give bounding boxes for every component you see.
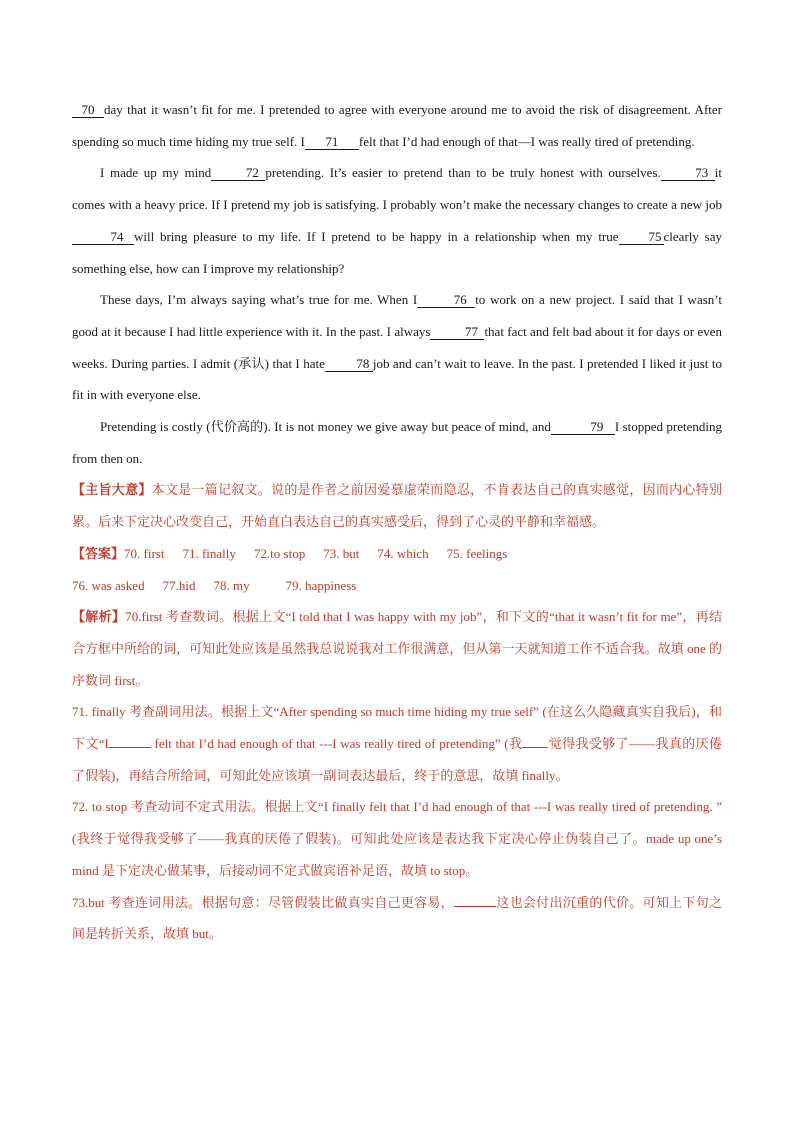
blank-73: 73 xyxy=(661,166,715,181)
answer-item: 73. but xyxy=(323,545,360,561)
summary-section xyxy=(72,474,722,537)
blank-74: 74 xyxy=(72,230,134,245)
analysis-71: 71. finally 考查副词用法。根据上文“After spending so much time hiding my true self” (在这么久隐藏真实自我后)，和下文“I felt that I’d had enough of that ---I was really tired of pretending” (我 觉得我受够了——我真的厌倦了假装)，再结合所给词，可知此处应该填一副词表达最后，终于的意思，故填 finally。 xyxy=(72,704,722,783)
answer-item: 71. finally xyxy=(182,545,236,561)
passage-paragraph-4: Pretending is costly (代价高的). It is not money we give away but peace of mind, and 79 I stopped pretending from then on. xyxy=(72,419,722,466)
blank-76: 76 xyxy=(417,293,475,308)
answers-row-2 xyxy=(72,570,722,602)
answer-item: 72.to stop xyxy=(253,545,306,561)
answer-item: 77.hid xyxy=(162,577,196,593)
analysis-tag: 【解析】 xyxy=(72,609,126,625)
answer-item: 74. which xyxy=(377,545,429,561)
answer-item: 78. my xyxy=(213,577,250,593)
blank-line xyxy=(522,735,548,748)
blank-77: 77 xyxy=(430,325,484,340)
passage xyxy=(72,94,722,474)
answer-item: 79. happiness xyxy=(285,577,357,593)
answer-item: 75. feelings xyxy=(446,545,508,561)
analysis-70: 【解析】70.first 考查数词。根据上文“I told that I was happy with my job”，和下文的“that it wasn’t fit for me”，再结合方框中所给的词，可知此处应该是虽然我总说说我对工作很满意，但从第一天就知道工作不适合我。故填 one 的序数词 first。 xyxy=(72,609,722,688)
blank-78: 78 xyxy=(325,357,373,372)
summary-tag: 【主旨大意】 xyxy=(72,482,152,498)
analysis-72: 72. to stop 考查动词不定式用法。根据上文“I finally felt that I’d had enough of that ---I was really tired of pretending. ” (我终于觉得我受够了——我真的厌倦了假装)。可知此处应该是表达我下定决心停止伪装自己了。made up one’s mind 是下定决心做某事，后接动词不定式做宾语补足语，故填 to stop。 xyxy=(72,799,722,878)
answer-item: 76. was asked xyxy=(72,577,145,593)
document-content xyxy=(72,94,722,950)
blank-72: 72 xyxy=(211,166,265,181)
passage-paragraph-1: 70 day that it wasn’t fit for me. I pretended to agree with everyone around me to avoid the risk of disagreement. After spending so much time hiding my true self. I 71 felt that I’d had enough of that—I was really tired of pretending. xyxy=(72,102,722,149)
blank-line xyxy=(454,894,496,907)
blank-75: 75 xyxy=(619,230,664,245)
blank-71: 71 xyxy=(305,135,359,150)
answer-item: 70. first xyxy=(124,545,165,561)
blank-line xyxy=(109,735,151,748)
answers-tag: 【答案】 xyxy=(72,545,125,561)
blank-79: 79 xyxy=(551,420,615,435)
blank-70: 70 xyxy=(72,103,104,118)
summary-text: 本文是一篇记叙文。说的是作者之前因爱慕虚荣而隐忍，不肯表达自己的真实感觉，因而内心特别累。后来下定决心改变自己，开始直白表达自己的真实感受后，得到了心灵的平静和幸福感。 xyxy=(72,482,722,530)
analysis-73: 73.but 考查连词用法。根据句意：尽管假装比做真实自己更容易， 这也会付出沉重的代价。可知上下句之间是转折关系，故填 but。 xyxy=(72,894,722,942)
passage-paragraph-2: I made up my mind 72 pretending. It’s easier to pretend than to be truly honest with ourselves. 73 it comes with a heavy price. If I pretend my job is satisfying. I probably won’t make the necessary changes to create a new job74 will bring pleasure to my life. If I pretend to be happy in a relationship when my true 75 clearly say something else, how can I improve my relationship? xyxy=(72,165,722,276)
answers-row-1 xyxy=(72,538,722,570)
passage-paragraph-3: These days, I’m always saying what’s true for me. When I 76 to work on a new project. I said that I wasn’t good at it because I had little experience with it. In the past. I always 77 that fact and felt bad about it for days or even weeks. During parties. I admit (承认) that I hate 78 job and can’t wait to leave. In the past. I pretended I liked it just to fit in with everyone else. xyxy=(72,292,722,403)
